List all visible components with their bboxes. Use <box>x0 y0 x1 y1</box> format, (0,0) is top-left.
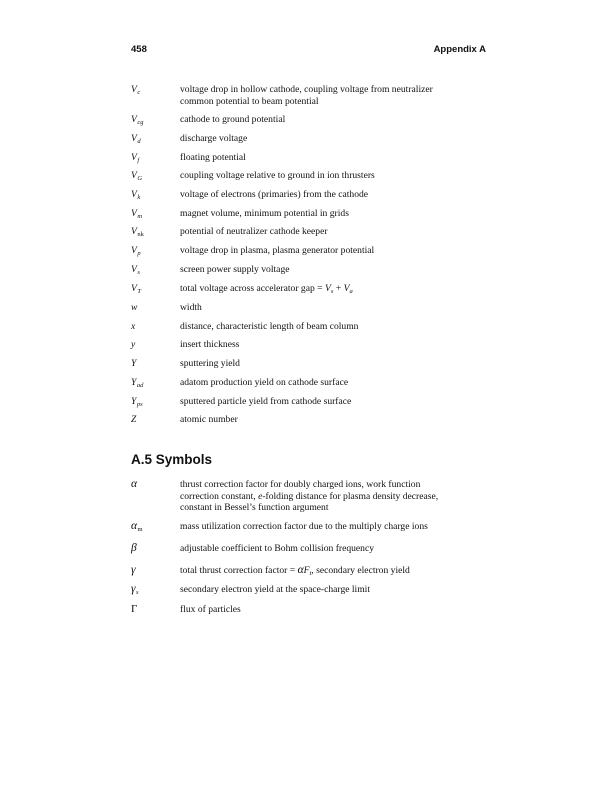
glossary-symbol: $V_f$ <box>131 152 140 164</box>
section-heading: A.5 Symbols <box>131 452 213 467</box>
glossary-definition: coupling voltage relative to ground in ion thrusters <box>180 170 375 181</box>
glossary-definition: distance, characteristic length of beam column <box>180 321 359 332</box>
glossary-definition: discharge voltage <box>180 133 248 144</box>
glossary-symbol: $V_s$ <box>131 264 140 276</box>
glossary-symbol: γ <box>131 564 136 576</box>
glossary-definition: mass utilization correction factor due to the multiply charge ions <box>180 521 428 532</box>
glossary-symbol: $V_{nk}$ <box>131 226 144 238</box>
page-number: 458 <box>131 44 147 55</box>
glossary-symbol: Y <box>131 358 137 369</box>
glossary-definition: screen power supply voltage <box>180 264 290 275</box>
glossary-symbol: α <box>131 478 138 490</box>
glossary-definition: potential of neutralizer cathode keeper <box>180 226 328 237</box>
glossary-definition: width <box>180 302 202 313</box>
glossary-symbol: $Y_{ad}$ <box>131 377 144 389</box>
glossary-symbol: Z <box>131 414 137 425</box>
glossary-symbol: $\alpha_m$ <box>131 520 143 533</box>
page-header <box>131 44 486 58</box>
glossary-definition: thrust correction factor for doubly charged ions, work function correction constant, e-folding distance for plasma density decrease, constant in Bessel’s function argument <box>180 479 439 513</box>
glossary-symbol: $V_G$ <box>131 170 143 182</box>
glossary-definition: magnet volume, minimum potential in grids <box>180 208 349 219</box>
glossary-definition: floating potential <box>180 152 246 163</box>
glossary-symbol: x <box>131 321 136 332</box>
glossary-definition: total voltage across accelerator gap = $V_s + V_a$ <box>180 283 353 295</box>
glossary-symbol: w <box>131 302 138 313</box>
glossary-definition: total thrust correction factor = $\alpha F_t$, secondary electron yield <box>180 564 410 577</box>
glossary-symbol: $V_m$ <box>131 208 143 220</box>
glossary-symbol: y <box>131 339 136 350</box>
glossary-definition: voltage drop in plasma, plasma generator potential <box>180 245 375 256</box>
glossary-definition: sputtering yield <box>180 358 240 369</box>
glossary-definition: flux of particles <box>180 604 241 615</box>
glossary-definition: secondary electron yield at the space-charge limit <box>180 584 371 595</box>
glossary-symbol: β <box>131 542 137 554</box>
glossary-definition: sputtered particle yield from cathode surface <box>180 396 352 407</box>
glossary-symbol: $V_k$ <box>131 189 141 201</box>
chapter-title: Appendix A <box>433 44 486 55</box>
glossary-definition: atomic number <box>180 414 238 425</box>
glossary-symbol: $Y_{ps}$ <box>131 396 143 408</box>
glossary-definition: cathode to ground potential <box>180 114 286 125</box>
glossary-symbol: $\gamma_s$ <box>131 583 139 596</box>
glossary-definition: adatom production yield on cathode surface <box>180 377 349 388</box>
glossary-symbol: $V_{cg}$ <box>131 114 144 126</box>
glossary-symbol: $V_d$ <box>131 133 141 145</box>
glossary-symbol: Γ <box>131 603 138 615</box>
glossary-definition: voltage of electrons (primaries) from the cathode <box>180 189 369 200</box>
glossary-symbol: $V_c$ <box>131 84 141 96</box>
glossary-symbol: $V_p$ <box>131 245 141 257</box>
glossary-symbol: $V_T$ <box>131 283 141 295</box>
glossary-definition: voltage drop in hollow cathode, coupling voltage from neutralizer common potential to beam potential <box>180 84 433 107</box>
glossary-definition: insert thickness <box>180 339 240 350</box>
glossary-definition: adjustable coefficient to Bohm collision frequency <box>180 543 375 554</box>
